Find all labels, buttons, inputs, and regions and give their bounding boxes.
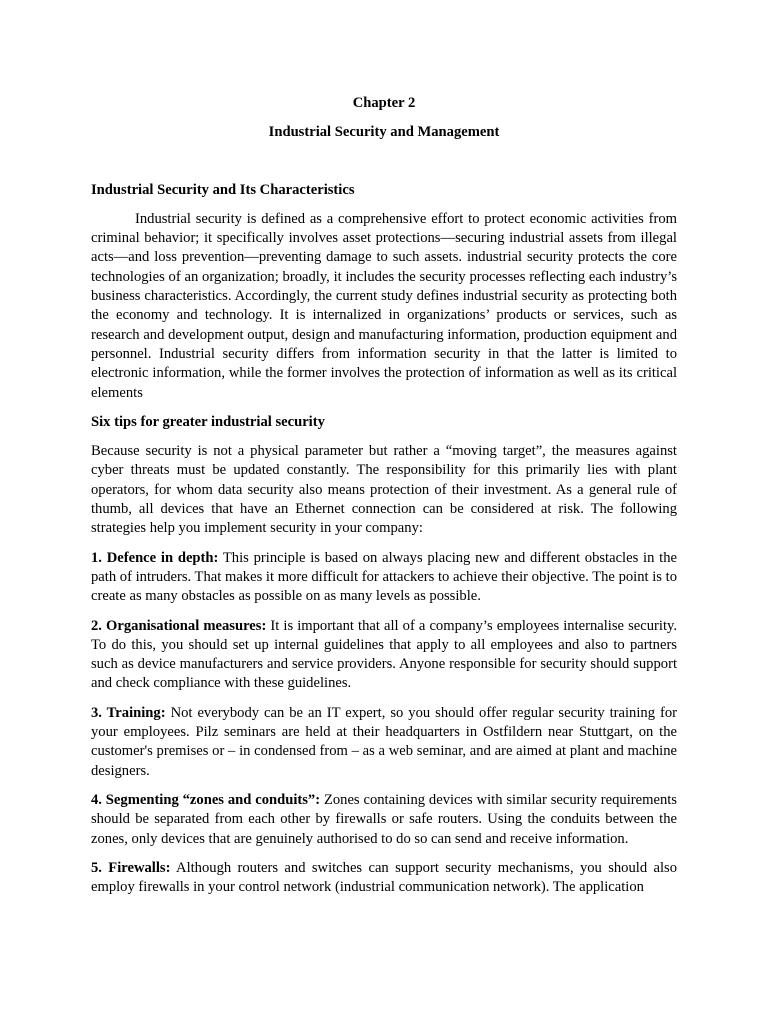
tip-text: Although routers and switches can support security mechanisms, you should also employ firewalls in your control network (industrial communication network). The application xyxy=(91,859,678,896)
chapter-label: Chapter 2 xyxy=(352,95,416,111)
tip-text: Zones containing devices with similar security requirements should be separated from each other by firewalls or safe routers. Using the conduits between the zones, only devices that are genuinely authorised to do so can send and receive information. xyxy=(91,791,677,847)
tip-text: This principle is based on always placing new and different obstacles in the path of intruders. That makes it more difficult for attackers to achieve their objective. The point is to create as many obstacles as possible on as many levels as possible. xyxy=(91,549,677,605)
tip-title: 1. Defence in depth: xyxy=(91,549,219,566)
document-page xyxy=(91,94,677,907)
tip-paragraph-defence-in-depth xyxy=(91,549,677,607)
tip-title: 2. Organisational measures: xyxy=(91,617,267,634)
tips-heading: Six tips for greater industrial security xyxy=(91,413,325,430)
intro-paragraph: Industrial security is defined as a comprehensive effort to protect economic activities from criminal behavior; it specifically involves asset protections—securing industrial assets from illegal acts—and loss prevention—preventing damage to such assets. industrial security protects the core technologies of an organization; broadly, it includes the security processes reflecting each industry’s business characteristics. Accordingly, the current study defines industrial security as protecting both the economy and technology. It is internalized in organizations’ products or services, such as research and development output, design and manufacturing information, production equipment and personnel. Industrial security differs from information security in that the latter is limited to electronic information, while the former involves the protection of information as well as its critical elements xyxy=(91,210,677,401)
tip-paragraph-organisational-measures xyxy=(91,617,677,694)
tips-intro-paragraph: Because security is not a physical parameter but rather a “moving target”, the measures against cyber threats must be updated constantly. The responsibility for this primarily lies with plant operators, for whom data security also means protection of their investment. As a general rule of thumb, all devices that have an Ethernet connection can be considered at risk. The following strategies help you implement security in your company: xyxy=(91,443,677,537)
tip-paragraph-segmenting-zones xyxy=(91,791,677,849)
tip-text: Not everybody can be an IT expert, so you should offer regular security training for your employees. Pilz seminars are held at their headquarters in Ostfildern near Stuttgart, on the customer's premises or – in condensed from – as a web seminar, and are aimed at plant and machine designers. xyxy=(91,704,677,779)
tip-text: It is important that all of a company’s employees internalise security. To do this, you should set up internal guidelines that apply to all employees and also to partners such as device manufacturers and service providers. Anyone responsible for security should support and check compliance with these guidelines. xyxy=(91,617,677,692)
section-heading: Industrial Security and Its Characteristics xyxy=(91,181,355,198)
tip-title: 5. Firewalls: xyxy=(91,859,171,876)
tip-title: 4. Segmenting “zones and conduits”: xyxy=(91,791,321,808)
tip-paragraph-training xyxy=(91,704,677,781)
tip-paragraph-firewalls xyxy=(91,859,677,898)
tip-title: 3. Training: xyxy=(91,704,166,721)
document-title: Industrial Security and Management xyxy=(268,124,500,141)
